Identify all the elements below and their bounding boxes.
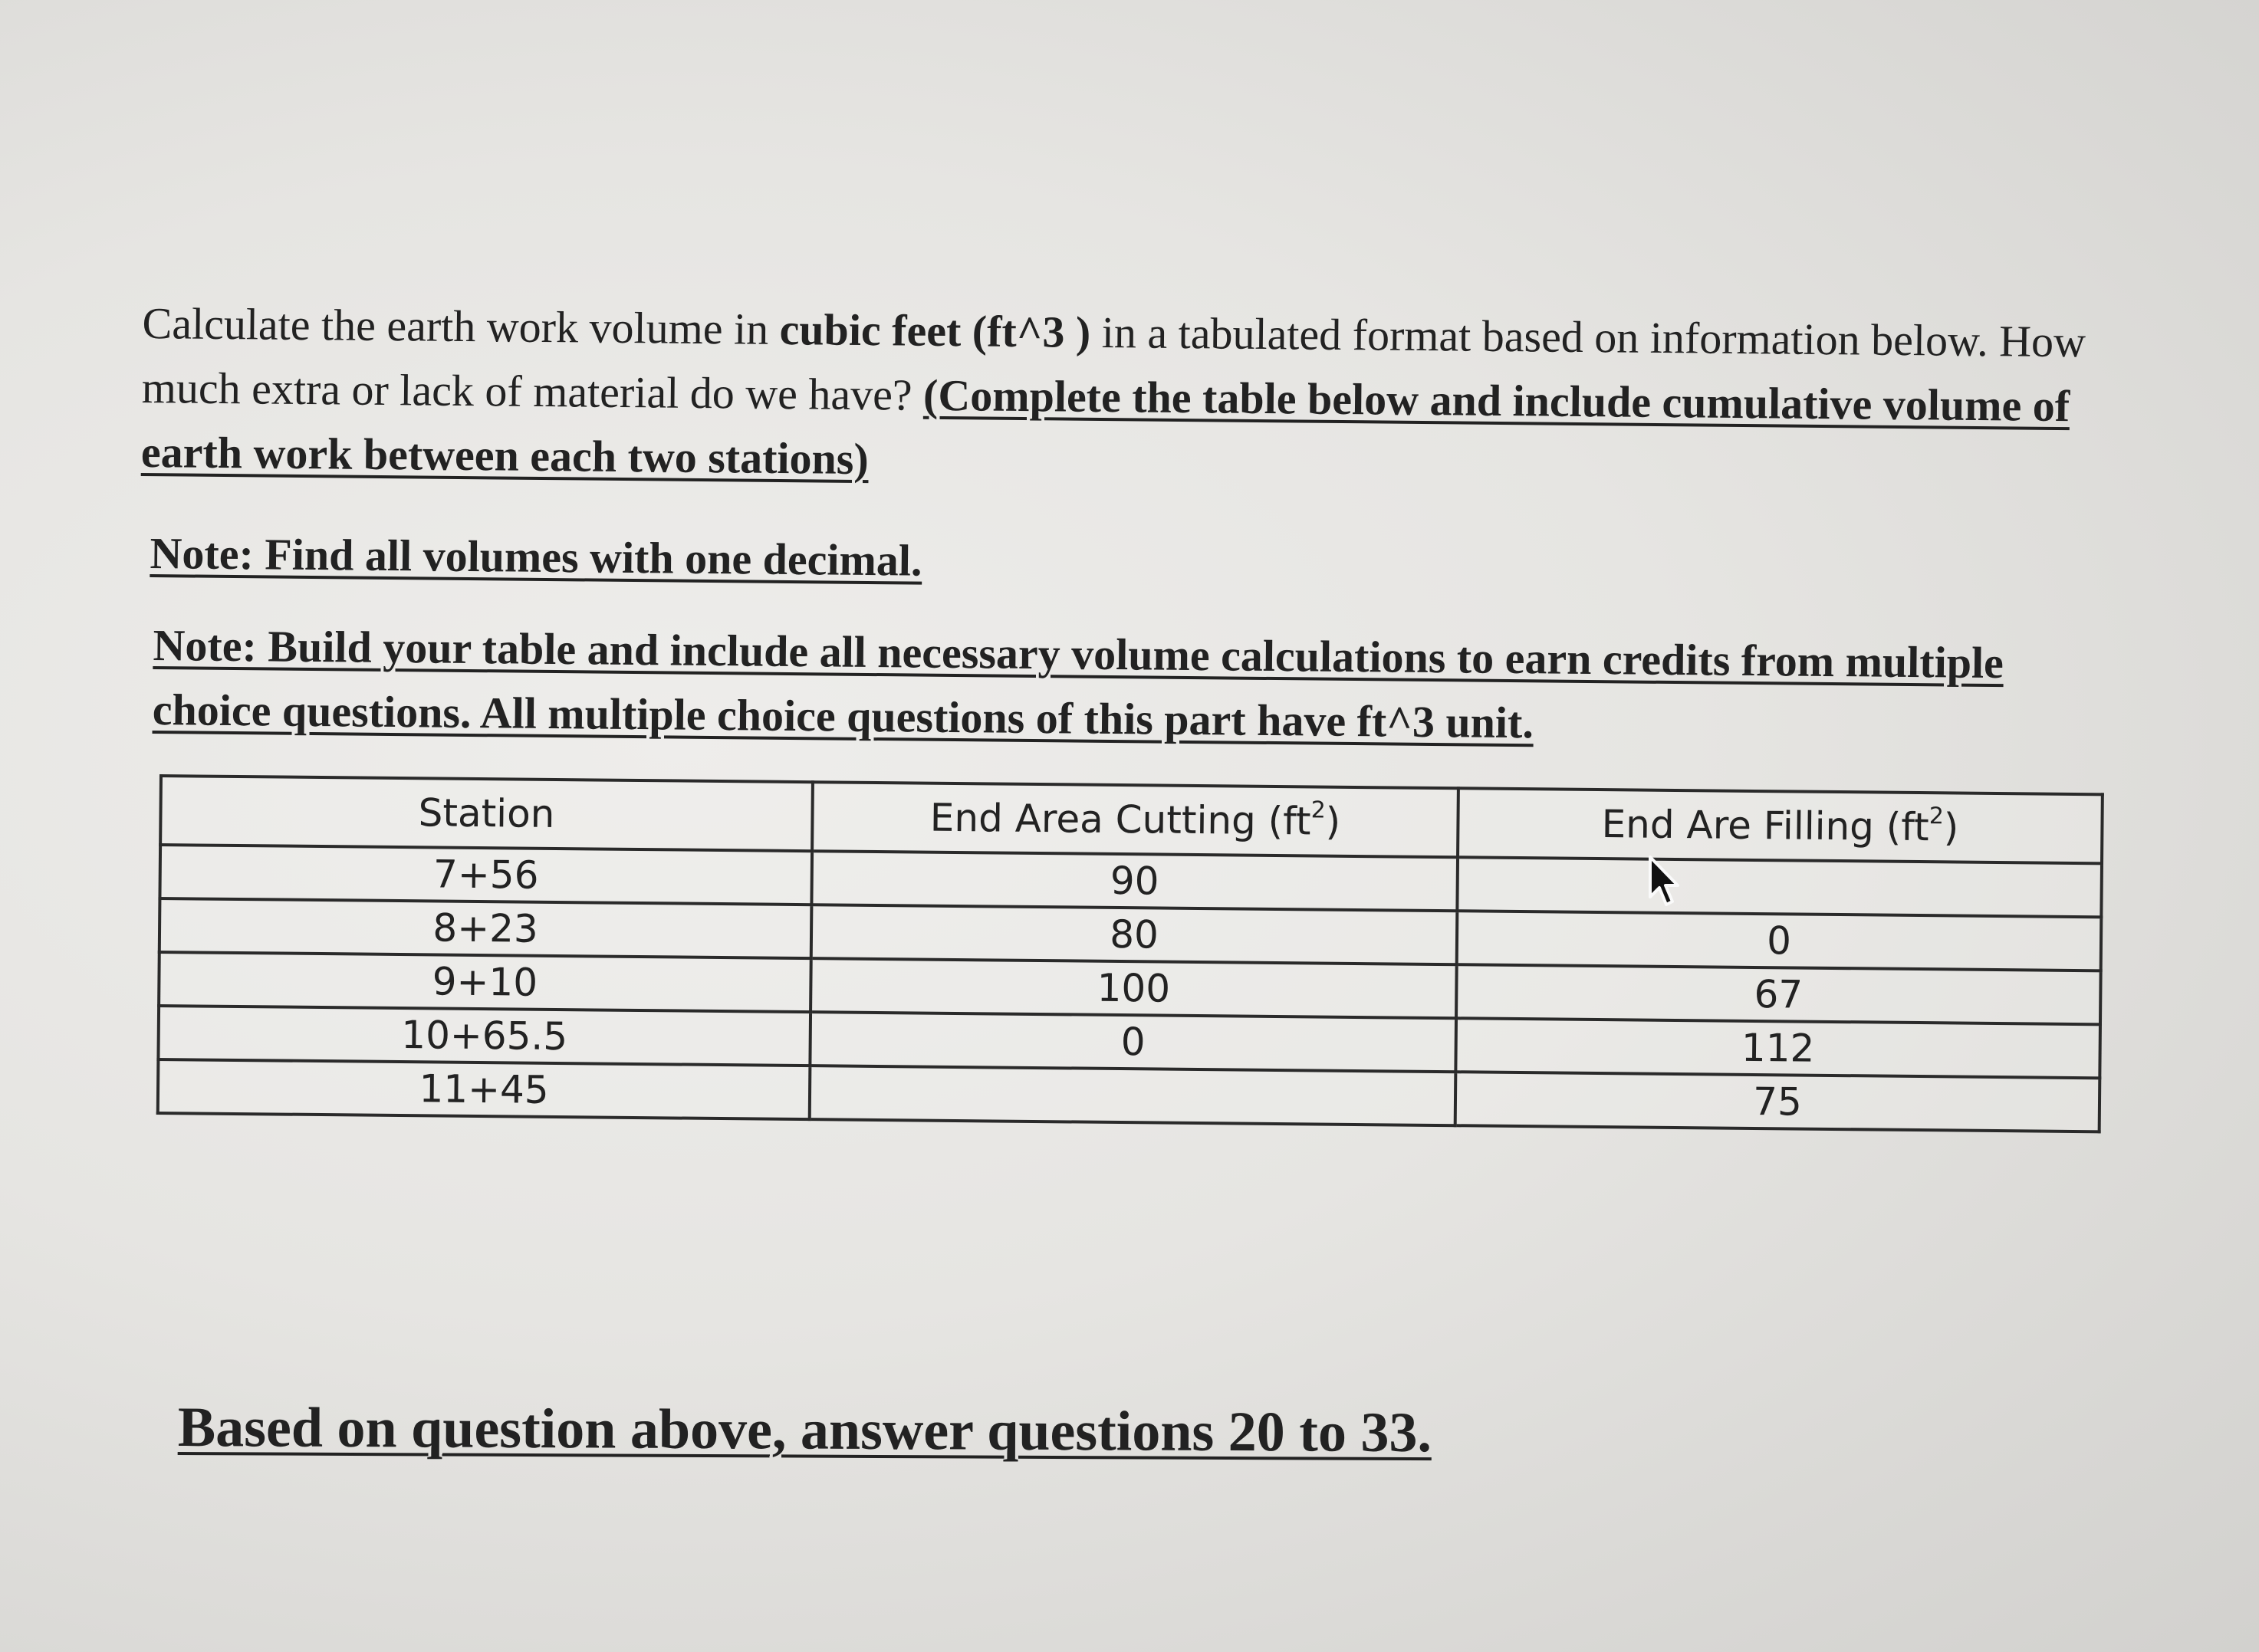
header-filling: End Are Filling $(ft^2)$ [1458, 788, 2103, 863]
intro-bold-underline: (Complete the table below and include cumulative volume of earth work between each two stations) [140, 369, 2070, 484]
cell-cutting: 0 [810, 1012, 1456, 1072]
cell-station: 7+56 [159, 845, 812, 905]
mouse-pointer-icon [1641, 852, 1687, 914]
header-filling-sup: 2 [1929, 803, 1945, 830]
note-one-decimal [150, 521, 1991, 603]
cell-station: 11+45 [158, 1059, 811, 1119]
cell-filling [1457, 857, 2102, 917]
note-one-decimal-text: Note: Find all volumes with one decimal. [150, 527, 922, 586]
cell-station: 8+23 [159, 898, 812, 958]
header-cutting: End Area Cutting $(ft^2)$ [812, 782, 1458, 857]
cell-station: 10+65.5 [158, 1006, 811, 1066]
end-area-table [156, 774, 2104, 1133]
cell-station: 9+10 [159, 952, 811, 1012]
intro-paragraph [141, 291, 2136, 504]
cell-filling: 0 [1457, 911, 2102, 971]
intro-bold-unit: cubic feet (ft^3 ) [779, 304, 1091, 357]
cell-filling: 112 [1455, 1018, 2100, 1078]
header-cutting-sup: 2 [1310, 796, 1326, 824]
cell-cutting: 90 [811, 851, 1458, 911]
end-area-table-wrapper [156, 774, 2104, 1133]
header-station: Station [160, 776, 813, 851]
note-build-table [152, 613, 2085, 760]
cell-filling: 75 [1455, 1072, 2100, 1131]
intro-text-1: Calculate the earth work volume in [142, 297, 780, 354]
cell-cutting: 100 [811, 958, 1457, 1018]
cell-filling: 67 [1456, 964, 2101, 1024]
intro-text-2: in a tabulated format based on information below. How much extra or lack of material do we have? [141, 307, 2086, 420]
footer-instruction [178, 1395, 1942, 1467]
note-build-table-text: Note: Build your table and include all necessary volume calculations to earn credits from multiple choice questions. All multiple choice questions of this part have ft^3 unit. [152, 619, 2004, 748]
cell-cutting [810, 1066, 1456, 1125]
footer-instruction-text: Based on question above, answer questions 20 to 33. [177, 1396, 1432, 1465]
cell-cutting: 80 [811, 905, 1458, 964]
